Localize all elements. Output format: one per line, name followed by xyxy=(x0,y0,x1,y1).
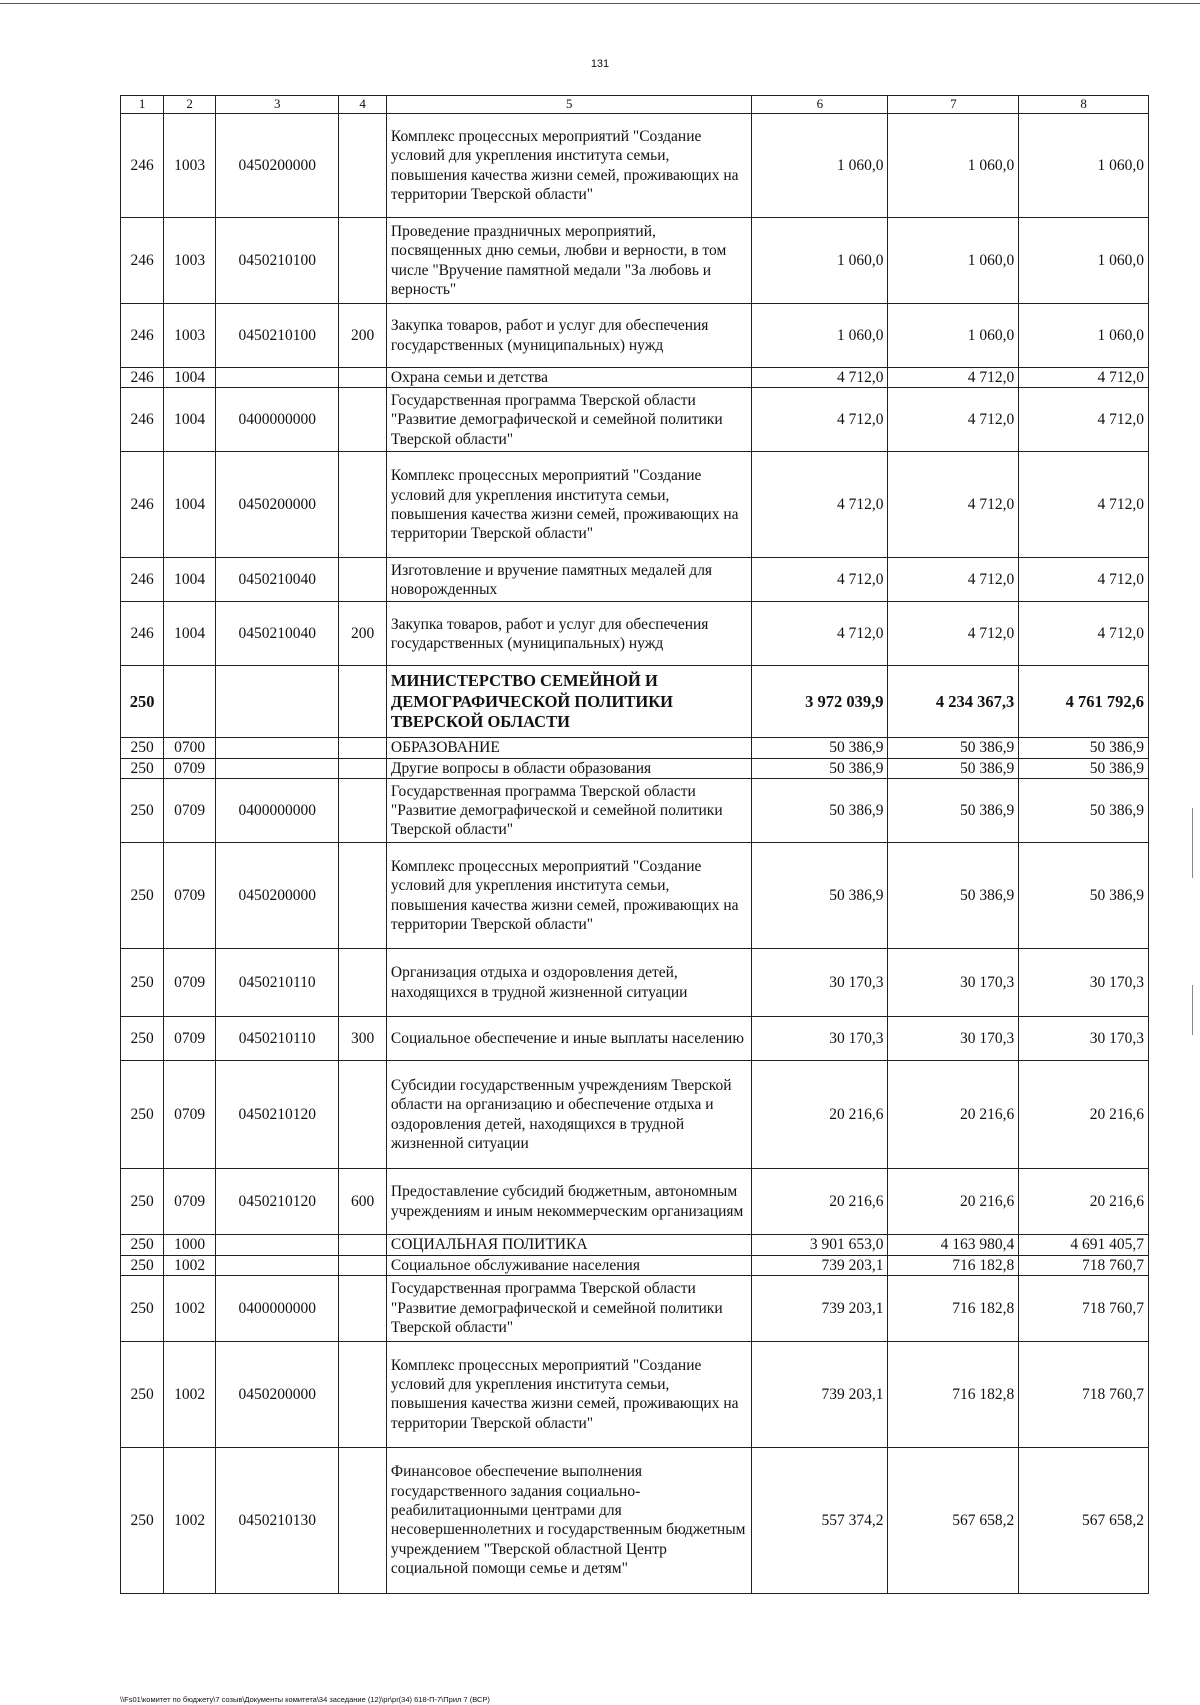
cell-amount-col7: 4 234 367,3 xyxy=(888,666,1019,738)
cell-amount-col8: 1 060,0 xyxy=(1019,114,1149,218)
cell-amount-col6: 557 374,2 xyxy=(752,1447,888,1593)
col-header-3: 3 xyxy=(216,96,339,114)
cell-amount-col6: 1 060,0 xyxy=(752,304,888,368)
table-row xyxy=(121,1275,1149,1341)
cell-section-code: 1004 xyxy=(164,558,216,602)
cell-expense-type xyxy=(339,949,387,1017)
cell-target-article: 0450210100 xyxy=(216,218,339,304)
page-number: 131 xyxy=(590,58,610,70)
cell-ministry-code: 246 xyxy=(121,452,164,558)
cell-section-code: 1002 xyxy=(164,1255,216,1275)
cell-ministry-code: 246 xyxy=(121,602,164,666)
cell-expense-type xyxy=(339,558,387,602)
cell-description: Финансовое обеспечение выполнения государственного задания социально-реабилитационными центрами для несовершеннолетних и государственным бюджетным учреждением "Тверской областной Центр социальной помощи семье и детям" xyxy=(386,1447,751,1593)
cell-amount-col6: 4 712,0 xyxy=(752,452,888,558)
cell-ministry-code: 246 xyxy=(121,388,164,452)
table-row xyxy=(121,1061,1149,1169)
cell-target-article xyxy=(216,666,339,738)
col-header-4: 4 xyxy=(339,96,387,114)
table-row xyxy=(121,368,1149,388)
cell-ministry-code: 250 xyxy=(121,949,164,1017)
cell-expense-type xyxy=(339,218,387,304)
cell-amount-col7: 4 712,0 xyxy=(888,368,1019,388)
cell-amount-col6: 4 712,0 xyxy=(752,602,888,666)
cell-amount-col6: 50 386,9 xyxy=(752,779,888,843)
cell-amount-col8: 4 712,0 xyxy=(1019,602,1149,666)
cell-description: Социальное обеспечение и иные выплаты населению xyxy=(386,1017,751,1061)
cell-section-code: 1003 xyxy=(164,304,216,368)
cell-description: Комплекс процессных мероприятий "Создание условий для укрепления института семьи, повышения качества жизни семей, проживающих на территории Тверской области" xyxy=(386,452,751,558)
cell-ministry-code: 250 xyxy=(121,1341,164,1447)
table-row xyxy=(121,1169,1149,1235)
cell-section-code: 0709 xyxy=(164,1017,216,1061)
cell-amount-col7: 716 182,8 xyxy=(888,1341,1019,1447)
cell-amount-col6: 739 203,1 xyxy=(752,1341,888,1447)
cell-target-article: 0450200000 xyxy=(216,843,339,949)
cell-target-article: 0450210110 xyxy=(216,1017,339,1061)
cell-amount-col7: 4 712,0 xyxy=(888,602,1019,666)
cell-target-article: 0450210040 xyxy=(216,558,339,602)
cell-expense-type xyxy=(339,1447,387,1593)
cell-target-article: 0450210130 xyxy=(216,1447,339,1593)
cell-target-article: 0450210040 xyxy=(216,602,339,666)
cell-target-article: 0400000000 xyxy=(216,388,339,452)
cell-amount-col6: 3 901 653,0 xyxy=(752,1235,888,1255)
cell-amount-col8: 718 760,7 xyxy=(1019,1341,1149,1447)
cell-section-code: 1003 xyxy=(164,114,216,218)
cell-target-article: 0450200000 xyxy=(216,1341,339,1447)
cell-amount-col7: 716 182,8 xyxy=(888,1275,1019,1341)
cell-amount-col7: 1 060,0 xyxy=(888,218,1019,304)
cell-expense-type xyxy=(339,738,387,758)
cell-amount-col8: 50 386,9 xyxy=(1019,843,1149,949)
cell-amount-col7: 4 712,0 xyxy=(888,558,1019,602)
cell-section-code: 0709 xyxy=(164,1169,216,1235)
cell-description: Предоставление субсидий бюджетным, автономным учреждениям и иным некоммерческим организациям xyxy=(386,1169,751,1235)
cell-ministry-code: 250 xyxy=(121,758,164,778)
cell-amount-col8: 4 691 405,7 xyxy=(1019,1235,1149,1255)
table-row xyxy=(121,1255,1149,1275)
cell-amount-col8: 20 216,6 xyxy=(1019,1169,1149,1235)
cell-ministry-code: 250 xyxy=(121,1061,164,1169)
cell-description: Государственная программа Тверской области "Развитие демографической и семейной политики Тверской области" xyxy=(386,779,751,843)
cell-amount-col8: 30 170,3 xyxy=(1019,1017,1149,1061)
cell-description: Комплекс процессных мероприятий "Создание условий для укрепления института семьи, повышения качества жизни семей, проживающих на территории Тверской области" xyxy=(386,843,751,949)
cell-section-code: 1002 xyxy=(164,1447,216,1593)
table-body xyxy=(121,114,1149,1594)
cell-amount-col8: 1 060,0 xyxy=(1019,304,1149,368)
cell-section-code: 0700 xyxy=(164,738,216,758)
cell-target-article xyxy=(216,758,339,778)
cell-expense-type xyxy=(339,666,387,738)
cell-expense-type xyxy=(339,114,387,218)
table-row xyxy=(121,949,1149,1017)
cell-section-code: 0709 xyxy=(164,779,216,843)
cell-description: Комплекс процессных мероприятий "Создание условий для укрепления института семьи, повышения качества жизни семей, проживающих на территории Тверской области" xyxy=(386,1341,751,1447)
table-row xyxy=(121,1235,1149,1255)
table-row xyxy=(121,388,1149,452)
cell-amount-col7: 50 386,9 xyxy=(888,843,1019,949)
cell-amount-col7: 567 658,2 xyxy=(888,1447,1019,1593)
cell-section-code xyxy=(164,666,216,738)
col-header-2: 2 xyxy=(164,96,216,114)
cell-amount-col8: 4 712,0 xyxy=(1019,368,1149,388)
cell-amount-col8: 567 658,2 xyxy=(1019,1447,1149,1593)
cell-description: Изготовление и вручение памятных медалей для новорожденных xyxy=(386,558,751,602)
cell-expense-type xyxy=(339,1235,387,1255)
cell-target-article: 0450210100 xyxy=(216,304,339,368)
cell-amount-col6: 30 170,3 xyxy=(752,949,888,1017)
cell-amount-col6: 1 060,0 xyxy=(752,114,888,218)
cell-amount-col7: 50 386,9 xyxy=(888,758,1019,778)
cell-description: Закупка товаров, работ и услуг для обеспечения государственных (муниципальных) нужд xyxy=(386,304,751,368)
cell-amount-col6: 50 386,9 xyxy=(752,758,888,778)
cell-expense-type xyxy=(339,779,387,843)
cell-ministry-code: 246 xyxy=(121,218,164,304)
col-header-1: 1 xyxy=(121,96,164,114)
col-header-6: 6 xyxy=(752,96,888,114)
cell-description: Социальное обслуживание населения xyxy=(386,1255,751,1275)
cell-section-code: 1004 xyxy=(164,368,216,388)
table-row xyxy=(121,1447,1149,1593)
scan-edge-line xyxy=(0,3,1200,4)
cell-expense-type xyxy=(339,1341,387,1447)
table-row xyxy=(121,1017,1149,1061)
cell-description: Охрана семьи и детства xyxy=(386,368,751,388)
cell-amount-col7: 1 060,0 xyxy=(888,304,1019,368)
cell-ministry-code: 250 xyxy=(121,1275,164,1341)
table-row xyxy=(121,114,1149,218)
cell-description: Комплекс процессных мероприятий "Создание условий для укрепления института семьи, повышения качества жизни семей, проживающих на территории Тверской области" xyxy=(386,114,751,218)
cell-section-code: 0709 xyxy=(164,949,216,1017)
cell-expense-type: 200 xyxy=(339,304,387,368)
cell-section-code: 1002 xyxy=(164,1341,216,1447)
cell-target-article xyxy=(216,368,339,388)
cell-expense-type xyxy=(339,1061,387,1169)
cell-target-article: 0450200000 xyxy=(216,114,339,218)
cell-amount-col6: 739 203,1 xyxy=(752,1255,888,1275)
cell-ministry-code: 250 xyxy=(121,738,164,758)
cell-amount-col6: 50 386,9 xyxy=(752,843,888,949)
cell-target-article xyxy=(216,1235,339,1255)
cell-amount-col8: 50 386,9 xyxy=(1019,779,1149,843)
cell-amount-col8: 50 386,9 xyxy=(1019,738,1149,758)
cell-expense-type xyxy=(339,368,387,388)
cell-expense-type: 600 xyxy=(339,1169,387,1235)
cell-amount-col6: 20 216,6 xyxy=(752,1169,888,1235)
cell-amount-col6: 50 386,9 xyxy=(752,738,888,758)
cell-amount-col6: 30 170,3 xyxy=(752,1017,888,1061)
table-row xyxy=(121,602,1149,666)
cell-amount-col7: 30 170,3 xyxy=(888,949,1019,1017)
cell-target-article: 0450210120 xyxy=(216,1169,339,1235)
cell-description: Субсидии государственным учреждениям Тверской области на организацию и обеспечение отдыха и оздоровления детей, находящихся в трудной жизненной ситуации xyxy=(386,1061,751,1169)
cell-expense-type: 200 xyxy=(339,602,387,666)
cell-target-article: 0450210110 xyxy=(216,949,339,1017)
cell-ministry-code: 250 xyxy=(121,666,164,738)
cell-amount-col8: 1 060,0 xyxy=(1019,218,1149,304)
cell-amount-col8: 20 216,6 xyxy=(1019,1061,1149,1169)
scan-margin-mark xyxy=(1192,985,1193,1035)
cell-amount-col8: 30 170,3 xyxy=(1019,949,1149,1017)
cell-section-code: 0709 xyxy=(164,1061,216,1169)
cell-ministry-code: 246 xyxy=(121,114,164,218)
cell-amount-col7: 4 163 980,4 xyxy=(888,1235,1019,1255)
cell-amount-col6: 1 060,0 xyxy=(752,218,888,304)
cell-target-article xyxy=(216,738,339,758)
cell-amount-col7: 1 060,0 xyxy=(888,114,1019,218)
cell-target-article xyxy=(216,1255,339,1275)
cell-ministry-code: 246 xyxy=(121,558,164,602)
cell-ministry-code: 250 xyxy=(121,1255,164,1275)
cell-expense-type xyxy=(339,1275,387,1341)
cell-target-article: 0400000000 xyxy=(216,779,339,843)
table-row xyxy=(121,218,1149,304)
cell-section-code: 0709 xyxy=(164,843,216,949)
cell-section-code: 1004 xyxy=(164,388,216,452)
cell-description: ОБРАЗОВАНИЕ xyxy=(386,738,751,758)
cell-amount-col8: 4 712,0 xyxy=(1019,452,1149,558)
cell-amount-col7: 4 712,0 xyxy=(888,388,1019,452)
cell-ministry-code: 250 xyxy=(121,843,164,949)
cell-expense-type xyxy=(339,843,387,949)
cell-amount-col6: 739 203,1 xyxy=(752,1275,888,1341)
cell-amount-col6: 4 712,0 xyxy=(752,558,888,602)
cell-amount-col6: 20 216,6 xyxy=(752,1061,888,1169)
budget-table xyxy=(120,95,1149,1594)
cell-amount-col8: 4 712,0 xyxy=(1019,558,1149,602)
cell-amount-col8: 4 712,0 xyxy=(1019,388,1149,452)
cell-description: СОЦИАЛЬНАЯ ПОЛИТИКА xyxy=(386,1235,751,1255)
cell-ministry-code: 246 xyxy=(121,304,164,368)
cell-section-code: 0709 xyxy=(164,758,216,778)
cell-expense-type: 300 xyxy=(339,1017,387,1061)
cell-amount-col6: 3 972 039,9 xyxy=(752,666,888,738)
cell-expense-type xyxy=(339,1255,387,1275)
cell-target-article: 0450210120 xyxy=(216,1061,339,1169)
cell-ministry-code: 250 xyxy=(121,1017,164,1061)
cell-target-article: 0400000000 xyxy=(216,1275,339,1341)
cell-description: МИНИСТЕРСТВО СЕМЕЙНОЙ И ДЕМОГРАФИЧЕСКОЙ ПОЛИТИКИ ТВЕРСКОЙ ОБЛАСТИ xyxy=(386,666,751,738)
cell-ministry-code: 250 xyxy=(121,1447,164,1593)
table-row xyxy=(121,666,1149,738)
cell-amount-col8: 718 760,7 xyxy=(1019,1255,1149,1275)
cell-expense-type xyxy=(339,452,387,558)
table-row xyxy=(121,843,1149,949)
cell-amount-col8: 718 760,7 xyxy=(1019,1275,1149,1341)
cell-expense-type xyxy=(339,388,387,452)
cell-ministry-code: 246 xyxy=(121,368,164,388)
cell-description: Государственная программа Тверской области "Развитие демографической и семейной политики Тверской области" xyxy=(386,388,751,452)
cell-description: Закупка товаров, работ и услуг для обеспечения государственных (муниципальных) нужд xyxy=(386,602,751,666)
table-row xyxy=(121,304,1149,368)
cell-ministry-code: 250 xyxy=(121,779,164,843)
col-header-5: 5 xyxy=(386,96,751,114)
cell-section-code: 1004 xyxy=(164,452,216,558)
cell-ministry-code: 250 xyxy=(121,1169,164,1235)
table-row xyxy=(121,738,1149,758)
cell-amount-col6: 4 712,0 xyxy=(752,368,888,388)
cell-amount-col7: 30 170,3 xyxy=(888,1017,1019,1061)
cell-amount-col7: 716 182,8 xyxy=(888,1255,1019,1275)
cell-amount-col7: 50 386,9 xyxy=(888,738,1019,758)
cell-amount-col8: 4 761 792,6 xyxy=(1019,666,1149,738)
cell-ministry-code: 250 xyxy=(121,1235,164,1255)
scan-margin-mark xyxy=(1192,808,1193,878)
col-header-8: 8 xyxy=(1019,96,1149,114)
table-row xyxy=(121,779,1149,843)
cell-description: Другие вопросы в области образования xyxy=(386,758,751,778)
cell-section-code: 1003 xyxy=(164,218,216,304)
cell-amount-col8: 50 386,9 xyxy=(1019,758,1149,778)
cell-amount-col7: 20 216,6 xyxy=(888,1169,1019,1235)
cell-amount-col7: 50 386,9 xyxy=(888,779,1019,843)
cell-section-code: 1000 xyxy=(164,1235,216,1255)
cell-amount-col7: 20 216,6 xyxy=(888,1061,1019,1169)
col-header-7: 7 xyxy=(888,96,1019,114)
cell-target-article: 0450200000 xyxy=(216,452,339,558)
column-number-row xyxy=(121,96,1149,114)
table-row xyxy=(121,1341,1149,1447)
cell-description: Проведение праздничных мероприятий, посвященных дню семьи, любви и верности, в том числе "Вручение памятной медали "За любовь и верность" xyxy=(386,218,751,304)
table-row xyxy=(121,558,1149,602)
cell-section-code: 1002 xyxy=(164,1275,216,1341)
table-row xyxy=(121,452,1149,558)
cell-section-code: 1004 xyxy=(164,602,216,666)
cell-expense-type xyxy=(339,758,387,778)
footer-file-path: \\Fs01\комитет по бюджету\7 созыв\Документы комитета\34 заседание (12)\pr\pr(34) 618-П-7\Прил 7 (ВСР) xyxy=(120,1695,490,1704)
cell-amount-col6: 4 712,0 xyxy=(752,388,888,452)
cell-amount-col7: 4 712,0 xyxy=(888,452,1019,558)
table-row xyxy=(121,758,1149,778)
cell-description: Организация отдыха и оздоровления детей, находящихся в трудной жизненной ситуации xyxy=(386,949,751,1017)
cell-description: Государственная программа Тверской области "Развитие демографической и семейной политики Тверской области" xyxy=(386,1275,751,1341)
